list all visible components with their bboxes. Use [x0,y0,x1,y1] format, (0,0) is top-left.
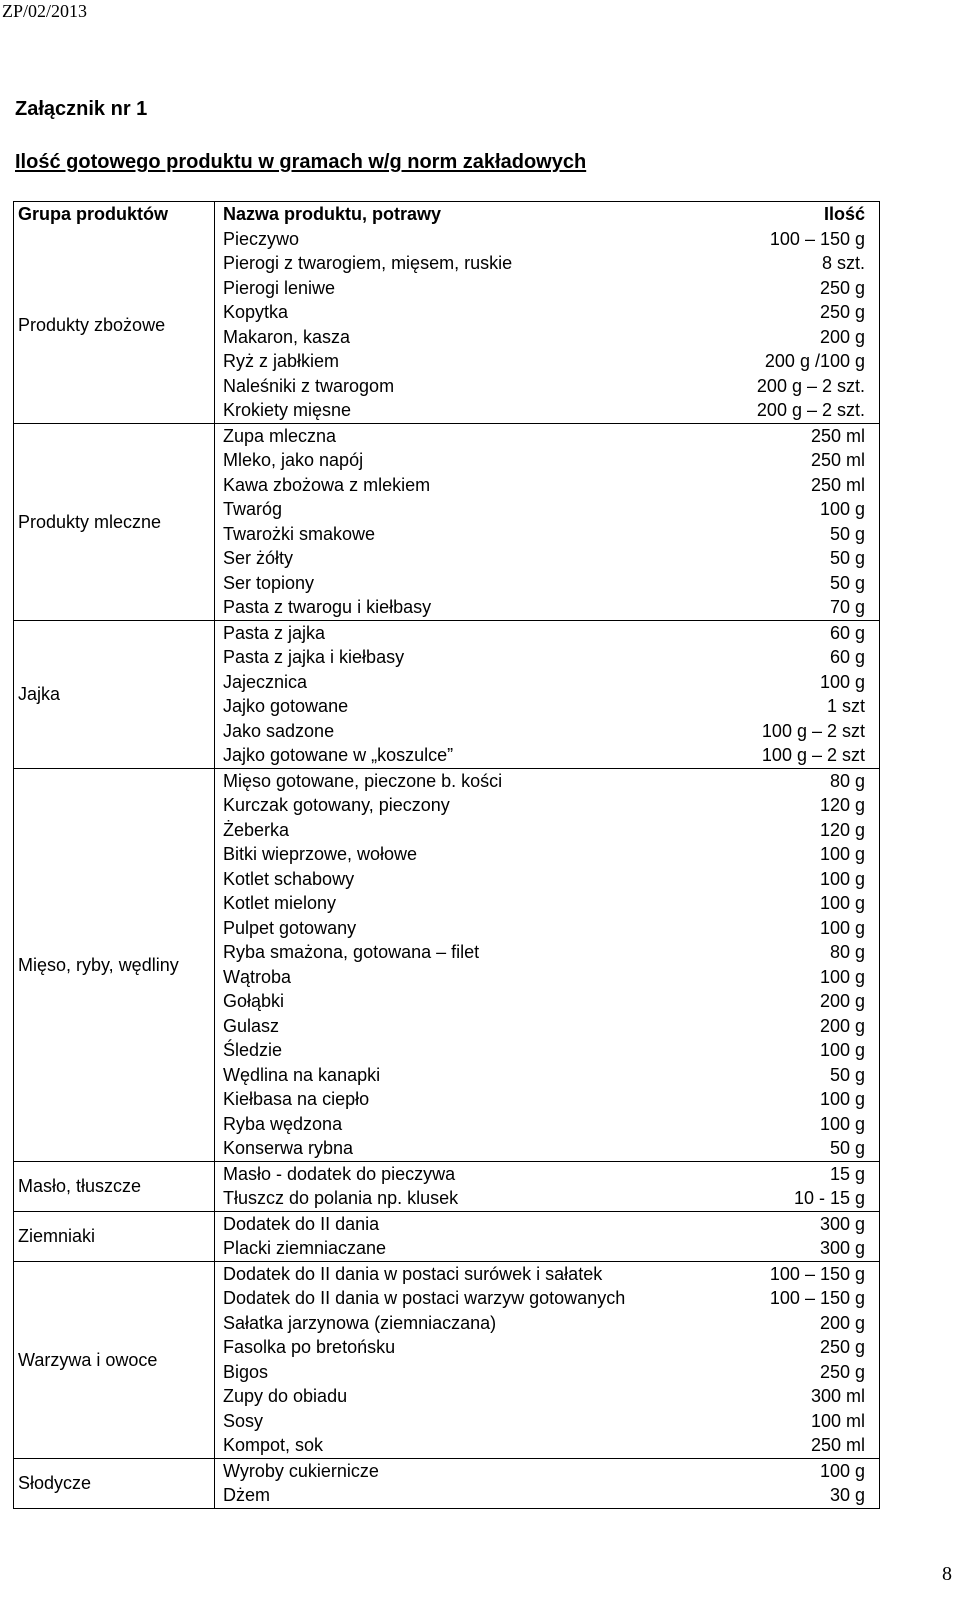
product-name: Wyroby cukiernicze [223,1460,379,1481]
group-label: Produkty zbożowe [14,227,215,424]
product-name: Pierogi z twarogiem, mięsem, ruskie [223,253,513,274]
product-name: Ryba smażona, gotowana – filet [223,942,480,963]
product-name: Mięso gotowane, pieczone b. kości [223,770,503,791]
group-label: Produkty mleczne [14,423,215,620]
product-quantity: 50 g [715,1136,880,1161]
product-name: Kotlet schabowy [223,868,355,889]
product-quantity: 120 g [715,818,880,843]
product-quantity: 50 g [715,1063,880,1088]
product-quantity: 200 g – 2 szt. [715,374,880,399]
product-name: Ser żółty [223,548,294,569]
product-quantity: 100 g – 2 szt [715,719,880,744]
product-name: Kotlet mielony [223,893,337,914]
product-quantity: 250 g [715,300,880,325]
product-quantity: 100 g [715,1458,880,1483]
product-quantity: 50 g [715,546,880,571]
product-quantity: 200 g /100 g [715,349,880,374]
document-code: ZP/02/2013 [2,1,88,21]
product-name: Żeberka [223,819,290,840]
product-name: Naleśniki z twarogom [223,375,395,396]
product-name: Sosy [223,1410,264,1431]
product-name: Kiełbasa na ciepło [223,1089,370,1110]
product-quantity: 50 g [715,571,880,596]
product-name: Krokiety mięsne [215,398,715,423]
product-quantity: 300 g [715,1211,880,1236]
product-name: Gulasz [223,1015,280,1036]
product-name: Tłuszcz do polania np. klusek [215,1186,715,1211]
product-name: Jajko gotowane [223,696,349,717]
product-name: Dodatek do II dania [223,1213,380,1234]
product-quantity: 100 g [715,891,880,916]
product-name: Kurczak gotowany, pieczony [223,795,450,816]
product-name: Ryż z jabłkiem [223,351,340,372]
product-quantity: 250 g [715,1360,880,1385]
product-name: Dodatek do II dania w postaci warzyw gotowanych [223,1288,626,1309]
header-group: Grupa produktów [14,202,215,227]
product-name: Ryba wędzona [223,1113,343,1134]
product-quantity: 250 ml [715,448,880,473]
product-quantity: 15 g [715,1161,880,1186]
product-name: Twaróg [223,499,283,520]
product-name: Wędlina na kanapki [223,1064,381,1085]
product-quantity: 80 g [715,940,880,965]
product-quantity: 60 g [715,645,880,670]
product-name: Śledzie [223,1040,283,1061]
product-quantity: 30 g [715,1483,880,1508]
product-quantity: 50 g [715,522,880,547]
product-name: Konserwa rybna [215,1136,715,1161]
product-quantity: 120 g [715,793,880,818]
product-name: Sałatka jarzynowa (ziemniaczana) [223,1312,497,1333]
product-quantity: 100 g [715,916,880,941]
table-header-row [14,202,880,227]
product-quantity: 100 g [715,842,880,867]
attachment-heading: Załącznik nr 1 [15,98,148,120]
product-name: Twarożki smakowe [223,523,376,544]
product-name: Kawa zbożowa z mlekiem [223,474,431,495]
product-name: Pasta z jajka i kiełbasy [223,647,405,668]
table-row [14,423,880,448]
product-name: Kopytka [223,302,289,323]
product-name: Jajko gotowane w „koszulce” [215,743,715,768]
product-name: Bitki wieprzowe, wołowe [223,844,418,865]
product-quantity: 300 ml [715,1384,880,1409]
product-name: Pasta z twarogu i kiełbasy [215,595,715,620]
header-name: Nazwa produktu, potrawy [215,202,715,227]
product-name: Bigos [223,1361,269,1382]
product-quantity: 80 g [715,768,880,793]
product-name: Ser topiony [223,572,315,593]
group-label: Masło, tłuszcze [14,1161,215,1211]
table-row [14,1211,880,1236]
product-name: Masło - dodatek do pieczywa [223,1163,456,1184]
product-quantity: 250 ml [715,423,880,448]
product-name: Pasta z jajka [223,622,326,643]
product-name: Jajecznica [223,671,308,692]
product-quantity: 100 g [715,670,880,695]
product-quantity: 100 g [715,497,880,522]
product-name: Placki ziemniaczane [215,1236,715,1261]
product-name: Fasolka po bretońsku [223,1337,396,1358]
product-quantity: 100 g – 2 szt [715,743,880,768]
product-quantity: 100 g [715,867,880,892]
product-quantity: 200 g [715,325,880,350]
product-quantity: 70 g [715,595,880,620]
product-quantity: 8 szt. [715,251,880,276]
page-number: 8 [942,1563,952,1585]
product-name: Jako sadzone [223,720,335,741]
product-quantity: 100 g [715,1087,880,1112]
product-quantity: 100 g [715,965,880,990]
table-row [14,620,880,645]
table-row [14,768,880,793]
product-name: Dżem [215,1483,715,1508]
product-quantity: 300 g [715,1236,880,1261]
product-name: Makaron, kasza [223,326,351,347]
product-quantity: 250 g [715,276,880,301]
product-quantity: 100 – 150 g [715,1261,880,1286]
group-label: Mięso, ryby, wędliny [14,768,215,1161]
table-body [14,227,880,1509]
product-name: Pulpet gotowany [223,917,357,938]
group-label: Jajka [14,620,215,768]
product-quantity: 100 – 150 g [715,1286,880,1311]
product-name: Mleko, jako napój [223,450,364,471]
product-quantity: 100 – 150 g [715,227,880,252]
table-row [14,1458,880,1483]
product-name: Kompot, sok [215,1433,715,1458]
product-name: Pierogi leniwe [223,277,336,298]
table-row [14,227,880,252]
product-quantity: 60 g [715,620,880,645]
product-quantity: 200 g [715,989,880,1014]
table-row [14,1161,880,1186]
product-quantity: 250 g [715,1335,880,1360]
product-quantity: 200 g [715,1014,880,1039]
product-name: Zupy do obiadu [223,1386,348,1407]
product-name: Dodatek do II dania w postaci surówek i sałatek [223,1263,603,1284]
product-quantity: 250 ml [715,473,880,498]
product-quantity: 250 ml [715,1433,880,1458]
group-label: Warzywa i owoce [14,1261,215,1458]
product-quantity: 100 g [715,1112,880,1137]
group-label: Ziemniaki [14,1211,215,1261]
norms-table [13,201,880,1509]
product-name: Gołąbki [223,991,285,1012]
group-label: Słodycze [14,1458,215,1508]
product-quantity: 100 ml [715,1409,880,1434]
product-quantity: 200 g – 2 szt. [715,398,880,423]
product-quantity: 200 g [715,1311,880,1336]
product-quantity: 100 g [715,1038,880,1063]
product-name: Wątroba [223,966,292,987]
document-title: Ilość gotowego produktu w gramach w/g norm zakładowych [15,151,587,173]
product-quantity: 10 - 15 g [715,1186,880,1211]
product-quantity: 1 szt [715,694,880,719]
header-qty: Ilość [715,202,880,227]
product-name: Zupa mleczna [223,425,337,446]
table-row [14,1261,880,1286]
product-name: Pieczywo [223,228,300,249]
